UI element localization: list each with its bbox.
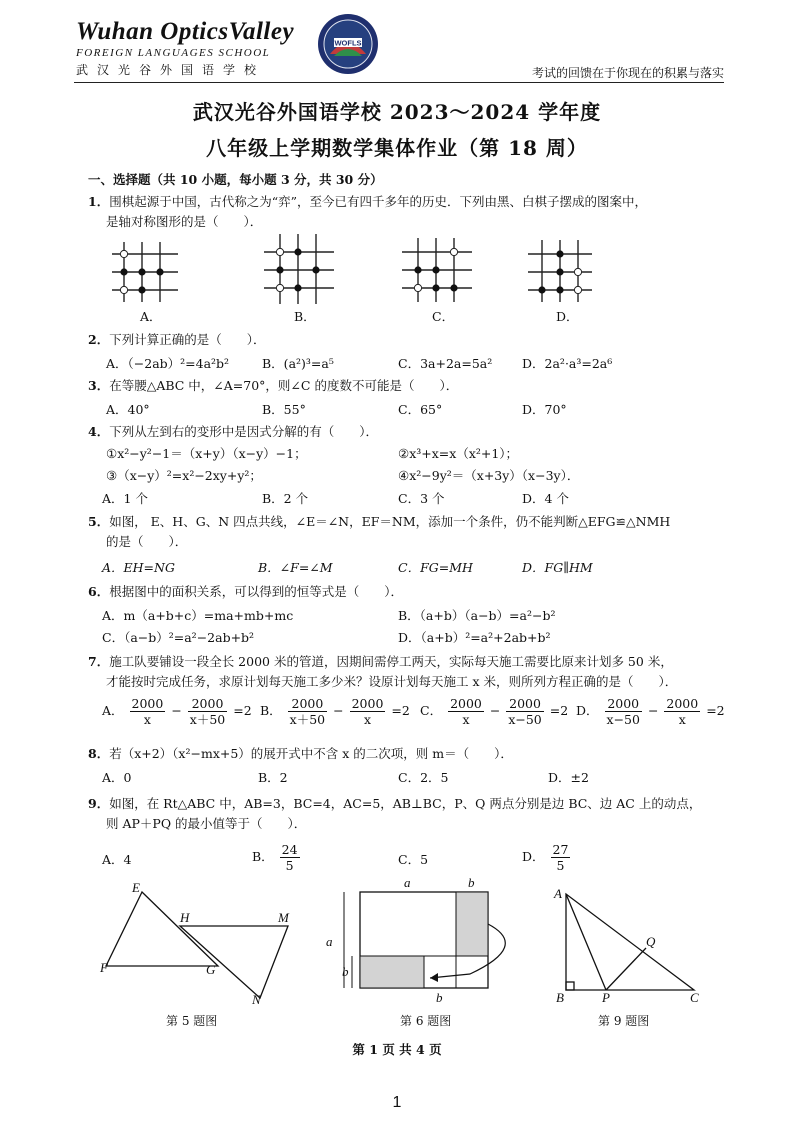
q8-option-c[interactable]: C．2．5 — [398, 770, 449, 785]
q8-option-d[interactable]: D．±2 — [548, 770, 589, 785]
q7-option-b[interactable]: B． $\frac{2000}{x+50}$ − $\frac{2000}{x}$ =2 — [260, 696, 410, 727]
figure-5-caption: 第 5 题图 — [166, 1014, 218, 1028]
figure-6-diagram — [320, 876, 540, 1006]
q7-option-c[interactable]: C． $\frac{2000}{x}$ − $\frac{2000}{x-50}$ =2 — [420, 696, 569, 727]
q4-option-c[interactable]: C．3 个 — [398, 491, 445, 506]
fig5-label-e: E — [132, 880, 140, 895]
page-number: 1 — [392, 1094, 402, 1111]
fig5-label-f: F — [100, 960, 108, 975]
question-3 — [88, 376, 458, 396]
go-pattern-c — [400, 236, 476, 306]
q1-option-b[interactable]: B． — [294, 309, 316, 324]
q2-option-b[interactable]: B．(a²)³=a⁵ — [262, 356, 334, 371]
fig9-label-a: A — [554, 886, 562, 901]
school-logo-icon — [316, 12, 380, 76]
question-text: 下列计算正确的是（ ）． — [109, 332, 266, 347]
question-text: 在等腰△ABC 中，∠A=70°，则∠C 的度数不可能是（ ）． — [109, 378, 459, 393]
question-number: 3． — [88, 378, 110, 393]
q2-option-a[interactable]: A．（−2ab）²=4a²b² — [106, 356, 230, 371]
question-6 — [88, 582, 403, 602]
question-number: 7． — [88, 654, 110, 669]
page-title-line2: 八年级上学期数学集体作业（第 18 周） — [206, 136, 588, 160]
fraction: $\frac{2000}{x}$ — [450, 696, 482, 727]
q2-option-c[interactable]: C．3a+2a=5a² — [398, 356, 493, 371]
q7-option-a[interactable]: A． $\frac{2000}{x}$ − $\frac{2000}{x+50}$ =2 — [102, 696, 252, 727]
q9-option-d[interactable] — [522, 842, 572, 873]
question-9 — [88, 794, 718, 834]
fig5-label-g: G — [206, 962, 216, 977]
question-text: 围棋起源于中国，古代称之为“弈”，至今已有四千多年的历史．下列由黑、白棋子摆成的图案中， — [109, 194, 647, 209]
fig6-label-b-bottom: b — [436, 990, 443, 1005]
question-text-line2: 的是（ ）． — [106, 534, 188, 549]
brand-chinese-name: 武汉光谷外国语学校 — [76, 63, 266, 77]
fraction: $\frac{2000}{x+50}$ — [189, 696, 226, 727]
figure-9-diagram — [548, 884, 708, 1004]
q8-option-b[interactable]: B．2 — [258, 770, 288, 785]
question-7 — [88, 652, 718, 692]
go-pattern-d — [526, 238, 596, 306]
q4-option-d[interactable]: D．4 个 — [522, 491, 569, 506]
q6-option-b[interactable]: B．（a+b）（a−b）=a²−b² — [398, 608, 556, 623]
figure-5-diagram — [100, 880, 300, 1010]
q1-option-d[interactable]: D． — [556, 309, 579, 324]
q5-option-a[interactable]: A．EH=NG — [102, 560, 175, 575]
fig9-label-q: Q — [646, 934, 656, 949]
q6-option-a[interactable]: A．m（a+b+c）=ma+mb+mc — [102, 608, 294, 623]
q4-option-b[interactable]: B．2 个 — [262, 491, 309, 506]
question-number: 6． — [88, 584, 110, 599]
logo-text: WOFLS — [334, 38, 362, 48]
fraction: $\frac{2000}{x}$ — [666, 696, 699, 727]
fig6-label-b-top: b — [468, 875, 475, 890]
q8-option-a[interactable]: A．0 — [102, 770, 132, 785]
q5-option-b[interactable]: B．∠F=∠M — [258, 560, 333, 575]
page-footer: 第 1 页 共 4 页 — [352, 1042, 442, 1057]
option-label: B． — [260, 703, 282, 718]
go-pattern-a — [108, 240, 184, 306]
fraction: $\frac{2000}{x+50}$ — [289, 696, 326, 727]
question-text: 若（x+2）（x²−mx+5）的展开式中不含 x 的二次项，则 m＝（ ）． — [109, 746, 513, 761]
question-5 — [88, 512, 708, 552]
header-divider — [74, 82, 724, 83]
figure-6-caption: 第 6 题图 — [400, 1014, 452, 1028]
q5-option-d[interactable]: D．FG∥HM — [522, 560, 593, 575]
option-label: B． — [252, 849, 274, 864]
q9-option-b[interactable] — [252, 842, 302, 873]
fig9-label-p: P — [602, 990, 610, 1005]
question-text-line2: 是轴对称图形的是（ ）． — [106, 214, 263, 229]
page-title-line1: 武汉光谷外国语学校 2023～2024 学年度 — [192, 100, 602, 124]
q3-option-a[interactable]: A．40° — [106, 402, 150, 417]
fraction: $\frac{2000}{x}$ — [131, 696, 164, 727]
question-text: 下列从左到右的变形中是因式分解的有（ ）． — [109, 424, 378, 439]
question-text: 施工队要铺设一段全长 2000 米的管道，因期间需停工两天，实际每天施工需要比原来计划多 50 米， — [109, 654, 673, 669]
q3-option-d[interactable]: D．70° — [522, 402, 567, 417]
q2-option-d[interactable]: D．2a²·a³=2a⁶ — [522, 356, 613, 371]
fig9-label-c: C — [690, 990, 699, 1005]
brand-name: Wuhan OpticsValley — [76, 18, 295, 45]
question-number: 2． — [88, 332, 110, 347]
q3-option-c[interactable]: C．65° — [398, 402, 443, 417]
question-number: 5． — [88, 514, 110, 529]
fig6-label-b-left: b — [342, 964, 349, 979]
q5-option-c[interactable]: C．FG=MH — [398, 560, 473, 575]
fig9-label-b: B — [556, 990, 564, 1005]
question-1 — [88, 192, 708, 232]
brand-subtitle: FOREIGN LANGUAGES SCHOOL — [76, 47, 271, 59]
q4-item-4: ④x²−9y²＝（x+3y）（x−3y）． — [398, 468, 580, 483]
question-8 — [88, 744, 513, 764]
fig5-label-m: M — [278, 910, 289, 925]
q9-option-c[interactable]: C．5 — [398, 852, 429, 867]
question-number: 4． — [88, 424, 110, 439]
fraction: $\frac{24}{5}$ — [281, 842, 298, 873]
q4-item-3: ③（x−y）²=x²−2xy+y²； — [106, 468, 262, 483]
option-label: D． — [522, 849, 545, 864]
section-heading: 一、选择题（共 10 小题，每小题 3 分，共 30 分） — [88, 172, 383, 187]
fig6-label-a-top: a — [404, 875, 411, 890]
q4-item-1: ①x²−y²−1＝（x+y）（x−y）−1； — [106, 446, 307, 461]
fig5-label-h: H — [180, 910, 190, 925]
q6-option-c[interactable]: C．（a−b）²=a²−2ab+b² — [102, 630, 255, 645]
q1-option-c[interactable]: C． — [432, 309, 455, 324]
q9-option-a[interactable]: A．4 — [102, 852, 132, 867]
question-text-line2: 则 AP＋PQ 的最小值等于（ ）． — [106, 816, 307, 831]
q1-option-a[interactable]: A． — [140, 309, 162, 324]
figure-9-caption: 第 9 题图 — [598, 1014, 650, 1028]
question-number: 8． — [88, 746, 110, 761]
option-label: D． — [576, 703, 599, 718]
question-4 — [88, 422, 378, 442]
option-label: C． — [420, 703, 443, 718]
question-text-line2: 才能按时完成任务，求原计划每天施工多少米？设原计划每天施工 x 米，则所列方程正确的是（ ）． — [106, 674, 678, 689]
school-motto: 考试的回馈在于你现在的积累与落实 — [531, 66, 724, 80]
question-text: 如图，在 Rt△ABC 中，AB=3，BC=4，AC=5，AB⊥BC，P、Q 两点分别是边 BC、边 AC 上的动点， — [109, 796, 702, 811]
question-2 — [88, 330, 265, 350]
school-brand — [76, 18, 294, 78]
fraction: $\frac{2000}{x}$ — [351, 696, 384, 727]
go-pattern-b — [262, 232, 338, 306]
question-text: 如图， E、H、G、N 四点共线，∠E＝∠N，EF＝NM，添加一个条件，仍不能判断△EFG≌△NMH — [109, 514, 671, 529]
fraction: $\frac{27}{5}$ — [552, 842, 569, 873]
q3-option-b[interactable]: B．55° — [262, 402, 306, 417]
q6-option-d[interactable]: D．（a+b）²=a²+2ab+b² — [398, 630, 551, 645]
q4-item-2: ②x³+x=x（x²+1）； — [398, 446, 519, 461]
fraction: $\frac{2000}{x-50}$ — [508, 696, 542, 727]
question-number: 1． — [88, 194, 110, 209]
question-number: 9． — [88, 796, 110, 811]
fig6-label-a-left: a — [326, 934, 333, 949]
fig5-label-n: N — [252, 992, 261, 1007]
q7-option-d[interactable]: D． $\frac{2000}{x-50}$ − $\frac{2000}{x}$ =2 — [576, 696, 725, 727]
option-label: A． — [102, 703, 124, 718]
fraction: $\frac{2000}{x-50}$ — [606, 696, 640, 727]
q4-option-a[interactable]: A．1 个 — [102, 491, 148, 506]
question-text: 根据图中的面积关系，可以得到的恒等式是（ ）． — [109, 584, 403, 599]
